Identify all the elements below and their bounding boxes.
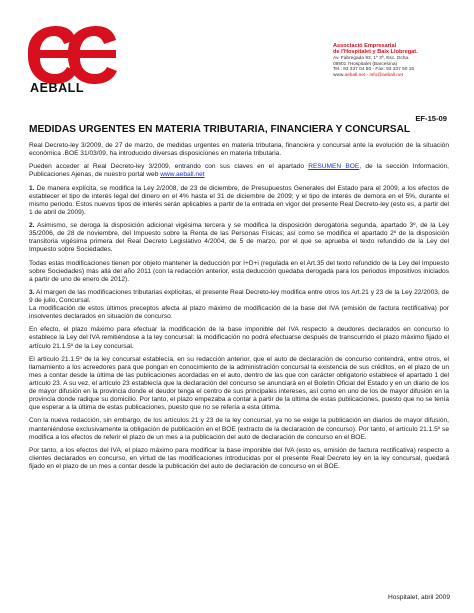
- paragraph-intro: Real Decreto-ley 3/2009, de 27 de marzo, de medidas urgentes en materia tributaria, financiera y concursal ante la evolución de la situación económica .BOE 31/03/09, ha introducido diversas disposiciones en materia tributaria.: [29, 142, 449, 158]
- paragraph-art21: El artículo 21.1.5º de la ley concursal establecía, en su redacción anterior, que el auto de declaración de concurso contendrá, entre otros, el llamamiento a los acreedores para que pongan en conocimiento de la administración concursal la existencia de sus créditos, en el plazo de un mes a contar desde la última de las publicaciones acordadas en el auto, dentro de las que con carácter obligatorio establece el apartado 1 del artículo 23. A su vez, el artículo 23 establecía que la declaración del concurso se anunciará en el Boletín Oficial del Estado y en un diario de los de mayor difusión en la provincia donde el deudor tenga el centro de sus principales intereses, así como en uno de los de mayor difusión en la provincia donde radique su domicilio. Por tanto, el plazo empezaba a contar a partir de la última de estas publicaciones, puesto que no se tenía que esperar a la última de estas publicaciones, puesto que no se refería a esta última.: [29, 355, 449, 412]
- paragraph-3-text-b: La modificación de estos últimos preceptos afecta al plazo máximo de modificación de la base del IVA (emisión de factura rectificativa) por insolventes declarados en situación de concurso.: [29, 305, 449, 321]
- paragraph-2-text: Asimismo, se deroga la disposición adicional vigésima tercera y se modifica la disposición derogatoria segunda, apartado 3º, de la Ley 35/2006, de 28 de noviembre, del Impuesto sobre la Renta de las Personas Físicas; así como se modifica el apartado 2º de la disposición transitoria vigésima primera del Real Decreto Legislativo 4/2004, de 5 de marzo, por el que se aprueba el texto refundido de la Ley del Impuesto sobre Sociedades.: [29, 222, 449, 254]
- portal-web-link[interactable]: www.aeball.net: [160, 171, 205, 179]
- org-address-line1: Av. Fabregada 93, 1º 3ª, Esc. Dcha.: [333, 55, 410, 61]
- org-web-prefix: www.: [333, 73, 345, 79]
- access-text-a: Pueden acceder al Real Decreto-ley 3/2009, entrando con sus claves en el apartado: [29, 163, 309, 171]
- org-name-line1: Associació Empresarial: [333, 43, 397, 49]
- org-name-line2: de l'Hospitalet y Baix Llobregat.: [333, 49, 418, 56]
- paragraph-nueva-redaccion: Con la nueva redacción, sin embargo, de los artículos 21 y 23 de la ley concursal, ya no se exige la publicación en diarios de mayor difusión, manteniéndose exclusivamente la obligación de publicación en el BOE (extracto de la declaración de concurso). Por tanto, el artículo 21.1.5º se modifica a los efectos de referir el plazo de un mes a la publicación del auto de declaración de concurso en el BOE.: [29, 417, 449, 441]
- document-body: [29, 142, 449, 476]
- resumen-boe-link[interactable]: RESUMEN BOE: [308, 163, 360, 171]
- access-text-b: , de la sección Información, Publicaciones Ajenas, de nuestro portal web: [29, 163, 449, 179]
- paragraph-iva-plazo: En efecto, el plazo máximo para efectuar la modificación de la base imponible del IVA respecto a deudores declarados en concurso lo establece la Ley del IVA remitiéndose a la ley concursal: la modificación no podrá efectuarse después de transcurrido el plazo máximo fijado el artículo 21.1.5º de la Ley concursal.: [29, 326, 449, 350]
- org-contact-block: [333, 43, 468, 79]
- document-title: MEDIDAS URGENTES EN MATERIA TRIBUTARIA, FINANCIERA Y CONCURSAL: [29, 124, 411, 135]
- org-web-sep: -: [365, 73, 370, 79]
- paragraph-2: [29, 222, 449, 254]
- org-address-line2: 08901 l'Hospitalet (Barcelona): [333, 61, 398, 67]
- org-email-link[interactable]: info@aeball.net: [369, 73, 403, 79]
- paragraph-2-number: 2.: [29, 222, 35, 230]
- paragraph-1-number: 1.: [29, 184, 35, 192]
- paragraph-conclusion: Por tanto, a los efectos del IVA, el plazo máximo para modificar la base imponible del IVA (esto es, emisión de factura rectificativa) respecto a clientes declarados en concurso, en virtud de las modificaciones introducidas por el presente Real Decreto ley en la ley concursal, quedará fijado en el plazo de un mes a contar desde la publicación del auto de declaración de concurso en el BOE.: [29, 446, 449, 471]
- org-web-line: [333, 73, 468, 79]
- paragraph-1: [29, 185, 449, 217]
- org-phone: Tel.: 93 337 04 50 - Fax: 93 337 50 15: [333, 67, 415, 73]
- paragraph-1-text: De manera explícita, se modifica la Ley 2/2008, de 23 de diciembre, de Presupuestos Generales del Estado para el 2009, a los efectos de establecer el tipo de interés legal del dinero en el 4% hasta el 31 de diciembre de 2009; y el tipo de interés de demora en el 5%, durante el mismo periodo. Estos nuevos tipos de interés serán aplicables a partir de la entrada en vigor del presente Real Decreto-ley (esto es, a partir del 1 de abril de 2009).: [29, 184, 449, 216]
- paragraph-access: [29, 163, 449, 179]
- document-reference: EF-15-09: [415, 114, 447, 123]
- signature-date: Hospitalet, abril 2009: [388, 594, 450, 601]
- paragraph-deduction: Todas estas modificaciones tienen por objeto mantener la deducción por I+D+i (regulada en el Art.35 del texto refundido de la Ley del Impuesto sobre Sociedades) más allá del año 2011 (con la redacción anterior, esta deducción quedaba derogada para los periodos impositivos iniciados a partir de uno de enero de 2012).: [29, 259, 449, 283]
- paragraph-3: [29, 289, 449, 321]
- brand-name: AEBALL: [30, 81, 85, 95]
- paragraph-3-text: Al margen de las modificaciones tributarias explícitas, el presente Real Decreto-ley modifica entre otros los Art.21 y 23 de la Ley 22/2003, de 9 de julio, Concursal.: [29, 288, 449, 304]
- paragraph-3-number: 3.: [29, 288, 35, 296]
- org-web-link[interactable]: aeball.net: [344, 73, 366, 79]
